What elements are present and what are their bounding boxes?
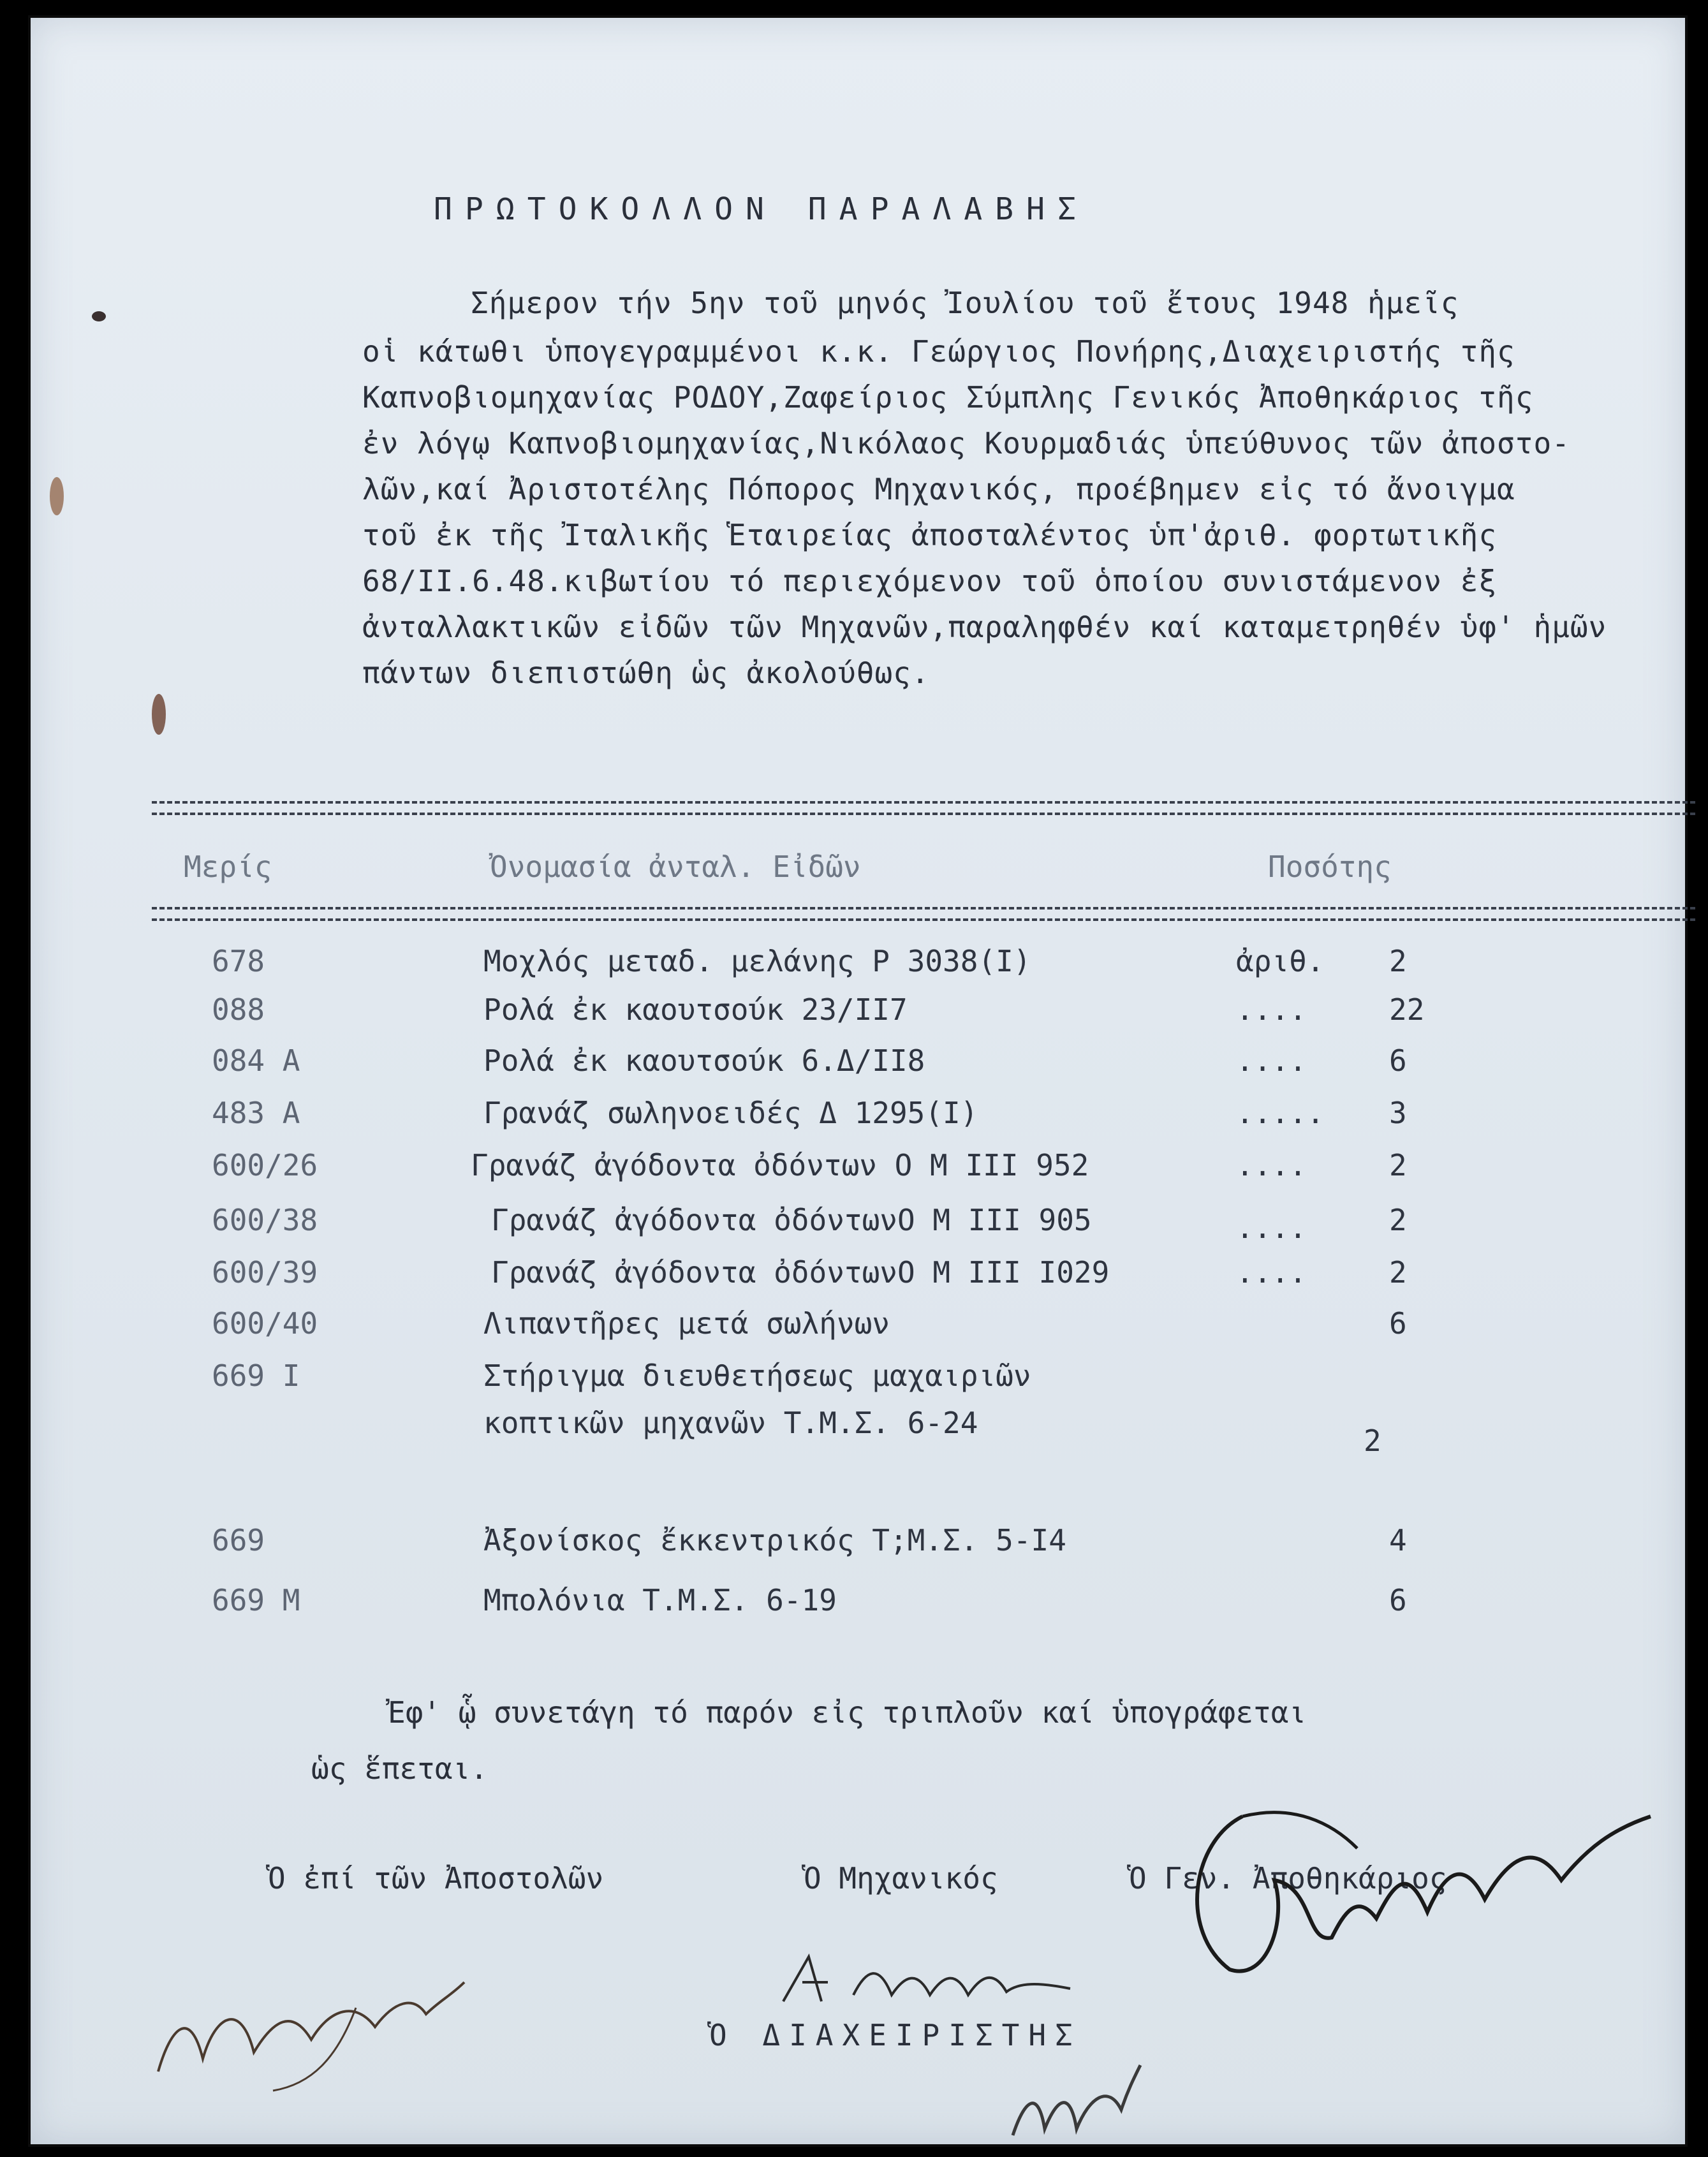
row-code: 600/26: [212, 1148, 318, 1182]
row-quantity: 2: [1364, 1424, 1381, 1458]
intro-line: ἀνταλλακτικῶν εἰδῶν τῶν Μηχανῶν,παραληφθέν καί καταμετρηθέν ὑφ' ἡμῶν: [362, 610, 1607, 644]
rust-stain: [152, 694, 166, 735]
row-unit: .....: [1236, 1096, 1325, 1130]
row-code: 669 Ι: [212, 1358, 300, 1393]
row-description: Ἀξονίσκος ἔκκεντρικός Τ;Μ.Σ. 5-I4: [483, 1523, 1066, 1557]
row-code: 483 Α: [212, 1096, 300, 1130]
row-description: Ρολά ἐκ καουτσούκ 23/II7: [483, 992, 908, 1027]
row-code: 600/40: [212, 1306, 318, 1341]
document-page: [28, 15, 1688, 2147]
intro-line: Σήμερον τήν 5ην τοῦ μηνός Ἰουλίου τοῦ ἔτους 1948 ἡμεῖς: [471, 286, 1459, 320]
row-quantity: 22: [1389, 992, 1425, 1027]
row-quantity: 4: [1389, 1523, 1407, 1557]
row-description: Γρανάζ ἀγόδοντα ὀδόντωνΟ Μ III 905: [491, 1203, 1092, 1237]
row-quantity: 6: [1389, 1583, 1407, 1617]
row-code: 678: [212, 944, 265, 978]
row-description: Στήριγμα διευθετήσεως μαχαιριῶν: [483, 1358, 1031, 1393]
row-code: 600/39: [212, 1255, 318, 1290]
row-unit: ....: [1236, 1255, 1307, 1290]
row-quantity: 6: [1389, 1306, 1407, 1341]
manager-title: Ὁ ΔΙΑΧΕΙΡΙΣΤΗΣ: [709, 2018, 1082, 2052]
row-unit: ....: [1236, 1148, 1307, 1182]
row-description: κοπτικῶν μηχανῶν Τ.Μ.Σ. 6-24: [483, 1406, 978, 1440]
signature-right: [1166, 1791, 1676, 1995]
row-description: Μοχλός μεταδ. μελάνης Ρ 3038(I): [483, 944, 1031, 978]
row-code: 088: [212, 992, 265, 1027]
row-quantity: 2: [1389, 944, 1407, 978]
row-description: Ρολά ἐκ καουτσούκ 6.Δ/II8: [483, 1043, 925, 1078]
row-quantity: 2: [1389, 1255, 1407, 1290]
column-header-code: Μερίς: [184, 850, 272, 884]
row-quantity: 2: [1389, 1203, 1407, 1237]
signatory-title-center: Ὁ Μηχανικός: [804, 1861, 998, 1896]
intro-line: τοῦ ἐκ τῆς Ἰταλικῆς Ἑταιρείας ἀποσταλέντος ὑπ'ἀριθ. φορτωτικῆς: [362, 518, 1498, 552]
rust-stain: [50, 477, 64, 515]
row-description: Γρανάζ ἀγόδοντα ὀδόντων Ο Μ III 952: [471, 1148, 1089, 1182]
row-code: 669 Μ: [212, 1583, 300, 1617]
table-top-rule: [152, 801, 1695, 815]
signature-bottom: [1000, 2059, 1153, 2148]
intro-line: οἱ κάτωθι ὑπογεγραμμένοι κ.κ. Γεώργιος Πονήρης,Διαχειριστής τῆς: [362, 334, 1515, 369]
signatory-title-right: Ὁ Γεν. Ἀποθηκάριος: [1129, 1861, 1447, 1896]
row-description: Γρανάζ ἀγόδοντα ὀδόντωνΟ Μ III I029: [491, 1255, 1110, 1290]
column-header-quantity: Ποσότης: [1268, 850, 1392, 884]
row-unit: ....: [1236, 1211, 1307, 1245]
row-quantity: 3: [1389, 1096, 1407, 1130]
document-title: ΠΡΩΤΟΚΟΛΛΟΝ ΠΑΡΑΛΑΒΗΣ: [434, 191, 1089, 227]
row-description: Μπολόνια Τ.Μ.Σ. 6-19: [483, 1583, 837, 1617]
row-unit: ἀριθ.: [1236, 944, 1325, 978]
row-quantity: 6: [1389, 1043, 1407, 1078]
closing-line: ὡς ἕπεται.: [311, 1751, 488, 1786]
column-header-description: Ὀνομασία ἀνταλ. Εἰδῶν: [490, 850, 861, 884]
table-header-rule: [152, 907, 1695, 921]
intro-line: λῶν,καί Ἀριστοτέλης Πόπορος Μηχανικός, προέβημεν εἰς τό ἄνοιγμα: [362, 472, 1515, 506]
intro-line: πάντων διεπιστώθη ὡς ἀκολούθως.: [362, 656, 930, 690]
row-quantity: 2: [1389, 1148, 1407, 1182]
signature-center: [770, 1938, 1089, 2027]
row-code: 600/38: [212, 1203, 318, 1237]
closing-line: Ἐφ' ᾧ συνετάγη τό παρόν εἰς τριπλοῦν καί ὑπογράφεται: [388, 1695, 1307, 1730]
row-unit: ....: [1236, 992, 1307, 1027]
intro-line: ἐν λόγῳ Καπνοβιομηχανίας,Νικόλαος Κουρμαδιάς ὑπεύθυνος τῶν ἀποστο-: [362, 426, 1570, 460]
row-unit: ....: [1236, 1043, 1307, 1078]
signature-left: [145, 1931, 477, 2110]
row-description: Λιπαντῆρες μετά σωλήνων: [483, 1306, 890, 1341]
ink-spot: [92, 311, 106, 321]
intro-line: 68/II.6.48.κιβωτίου τό περιεχόμενον τοῦ ὁποίου συνιστάμενον ἐξ: [362, 564, 1498, 598]
row-code: 669: [212, 1523, 265, 1557]
intro-line: Καπνοβιομηχανίας ΡΟΔΟΥ,Ζαφείριος Σύμπλης Γενικός Ἀποθηκάριος τῆς: [362, 380, 1534, 415]
signatory-title-left: Ὁ ἐπί τῶν Ἀποστολῶν: [268, 1861, 604, 1896]
row-description: Γρανάζ σωληνοειδές Δ 1295(I): [483, 1096, 978, 1130]
row-code: 084 Α: [212, 1043, 300, 1078]
